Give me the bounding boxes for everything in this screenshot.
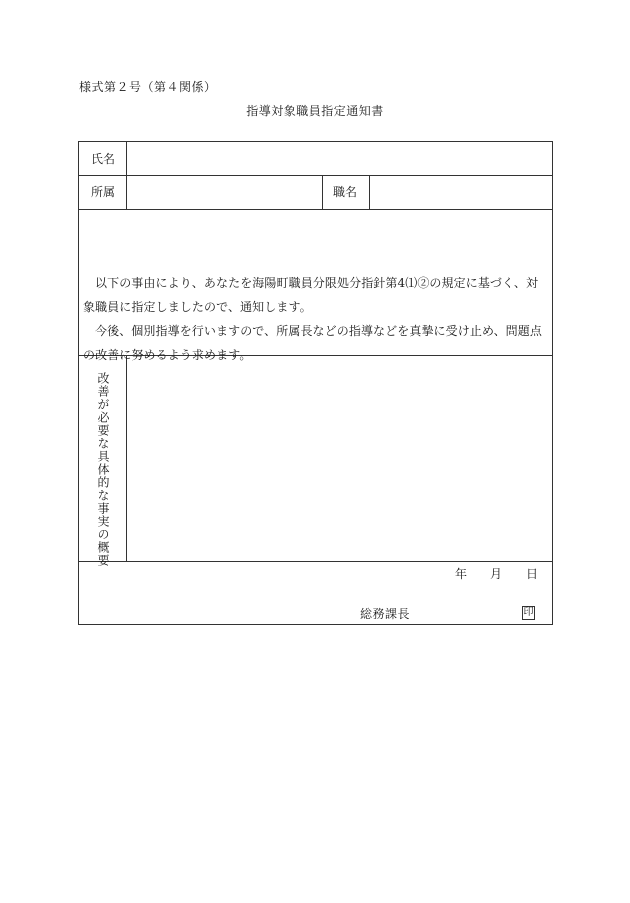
column-divider — [369, 175, 370, 209]
row-divider — [79, 209, 552, 210]
notice-paragraph-2: 今後、個別指導を行いますので、所属長などの指導などを真摯に受け止め、問題点の改善に努めるよう求めます。 — [83, 324, 542, 362]
notice-paragraph-1: 以下の事由により、あなたを海陽町職員分限処分指針第4⑴②の規定に基づく、対象職員に指定しましたので、通知します。 — [83, 276, 539, 314]
facts-summary-label: 改善が必要な具体的な事実の概要 — [96, 372, 110, 567]
month-label: 月 — [490, 567, 503, 581]
row-divider — [79, 561, 552, 562]
name-label: 氏名 — [91, 152, 116, 166]
row-divider — [79, 175, 552, 176]
notice-text — [83, 271, 549, 367]
position-field[interactable] — [371, 177, 551, 208]
column-divider — [126, 142, 127, 209]
year-label: 年 — [455, 567, 468, 581]
facts-summary-field[interactable] — [128, 357, 551, 560]
name-field[interactable] — [128, 143, 548, 174]
signatory-label: 総務課長 — [360, 607, 411, 621]
document-title: 指導対象職員指定通知書 — [246, 104, 384, 118]
column-divider — [126, 355, 127, 561]
column-divider — [322, 175, 323, 209]
affiliation-label: 所属 — [91, 185, 116, 199]
notice-form-table — [78, 141, 553, 625]
day-label: 日 — [526, 567, 539, 581]
affiliation-field[interactable] — [128, 177, 321, 208]
position-label: 職名 — [333, 185, 358, 199]
form-number-label: 様式第２号（第４関係） — [79, 80, 217, 94]
seal-mark: 印 — [523, 607, 534, 618]
